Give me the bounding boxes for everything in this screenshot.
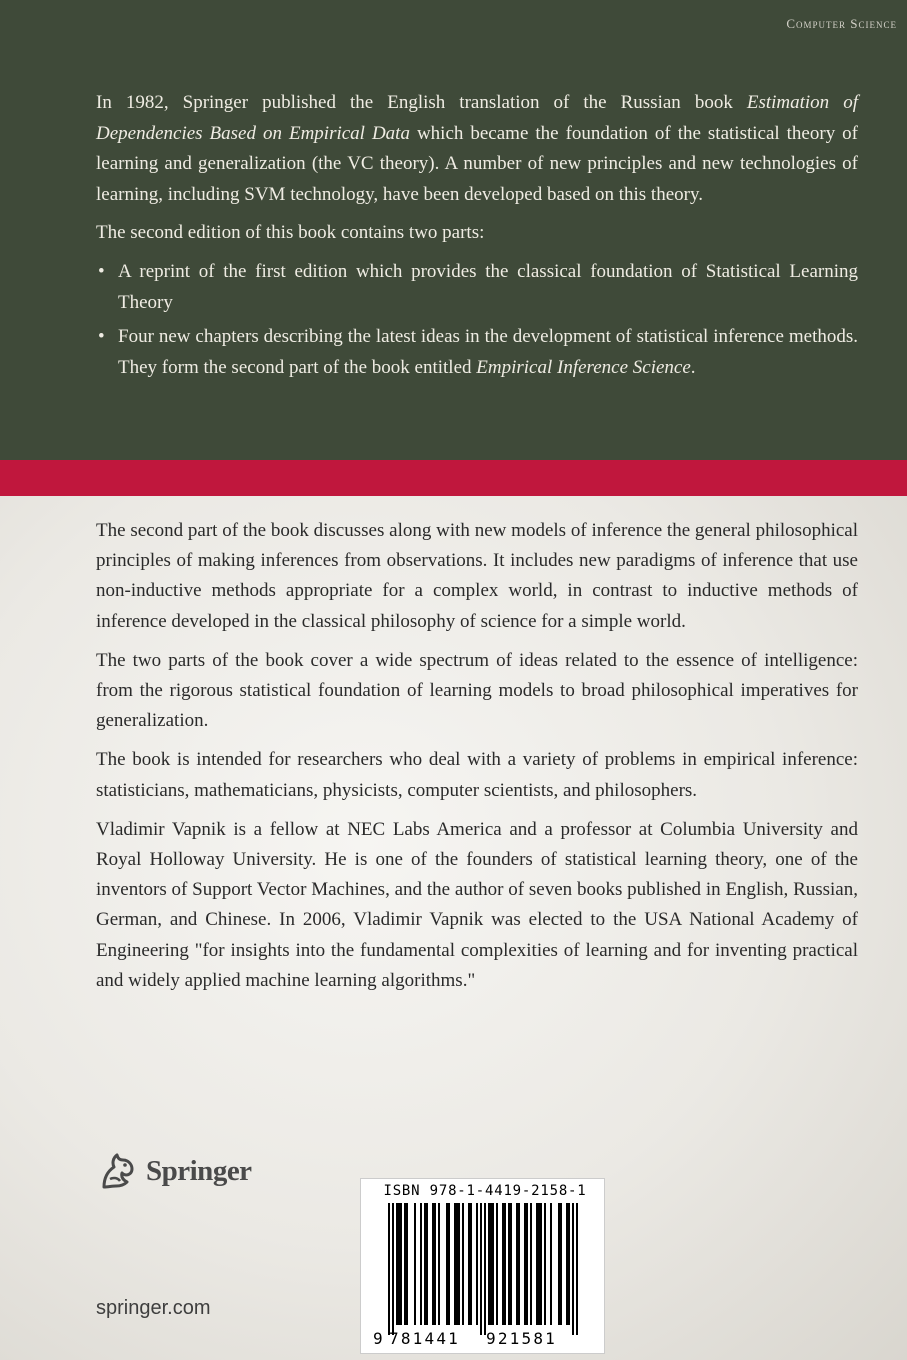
intro-paragraph: In 1982, Springer published the English translation of the Russian book Estimation of Dependencies Based on Empirical Data which became the foundation of the statistical theory of learning and generalization (the VC theory). A number of new principles and new technologies of learning, including SVM technology, have been developed based on this theory. — [96, 92, 859, 205]
barcode-bar — [406, 1203, 408, 1325]
barcode-bar — [526, 1203, 528, 1325]
barcode-bar — [544, 1203, 546, 1325]
barcode-bar — [504, 1203, 506, 1325]
barcode-bar — [550, 1203, 552, 1325]
barcode-bar — [524, 1203, 526, 1325]
barcode-bar — [432, 1203, 434, 1325]
barcode-bar — [462, 1203, 464, 1325]
list-intro: The second edition of this book contains two parts: — [96, 222, 485, 244]
barcode-bar — [454, 1203, 456, 1325]
top-panel — [0, 0, 907, 460]
barcode-bar — [558, 1203, 560, 1325]
publisher-logo — [96, 1148, 252, 1194]
barcode-bar — [470, 1203, 472, 1325]
barcode-bar — [438, 1203, 440, 1325]
barcode-bar — [508, 1203, 510, 1325]
list-item — [96, 322, 858, 383]
barcode-bar — [536, 1203, 538, 1325]
barcode-bar — [392, 1203, 394, 1335]
description-text — [96, 516, 858, 1005]
barcode-bar — [468, 1203, 470, 1325]
barcode-bar — [456, 1203, 458, 1325]
barcode-bar — [492, 1203, 494, 1325]
barcode-bar — [388, 1203, 390, 1335]
barcode-first-digit: 9 — [373, 1329, 383, 1348]
barcode-bar — [426, 1203, 428, 1325]
barcode-bar — [480, 1203, 482, 1335]
barcode-bar — [484, 1203, 486, 1335]
bullet-text: A reprint of the first edition which provides the classical foundation of Statistical Learning Theory — [118, 260, 858, 313]
barcode-bar — [538, 1203, 540, 1325]
barcode-bar — [400, 1203, 402, 1325]
barcode-bar — [502, 1203, 504, 1325]
barcode-bar — [396, 1203, 398, 1325]
barcode-bar — [518, 1203, 520, 1325]
top-text — [96, 88, 858, 387]
barcode-bar — [420, 1203, 422, 1325]
barcode-bar — [458, 1203, 460, 1325]
barcode-bar — [404, 1203, 406, 1325]
barcode-bar — [530, 1203, 532, 1325]
barcode-bar — [496, 1203, 498, 1325]
isbn-label: ISBN 978-1-4419-2158-1 — [383, 1183, 587, 1199]
series-label: Computer Science — [786, 16, 897, 31]
bullet-text: Four new chapters describing the latest ideas in the development of statistical inference methods. They form the second part of the book entitled Empirical Inference Science. — [118, 326, 858, 378]
publisher-website[interactable]: springer.com — [96, 1297, 211, 1319]
barcode-bar — [510, 1203, 512, 1325]
barcode-bar — [448, 1203, 450, 1325]
description-paragraph: The two parts of the book cover a wide spectrum of ideas related to the essence of intelligence: from the rigorous statistical foundation of learning models to broad philosophical imperatives for generalization. — [96, 649, 858, 732]
barcode-bar — [568, 1203, 570, 1325]
barcode-bar — [434, 1203, 436, 1325]
barcode-bar — [398, 1203, 400, 1325]
description-paragraph: The book is intended for researchers who deal with a variety of problems in empirical inference: statisticians, mathematicians, physicists, computer scientists, and philosophers. — [96, 749, 858, 801]
description-paragraph: The second part of the book discusses along with new models of inference the general philosophical principles of making inferences from observations. It includes new paradigms of inference that use non-inductive methods appropriate for a complex world, in contrast to inductive methods of inference developed in the classical philosophy of science for a simple world. — [96, 520, 858, 632]
barcode-bar — [476, 1203, 478, 1325]
barcode-bar — [414, 1203, 416, 1325]
bullet-list — [96, 257, 858, 383]
bullet-marker: • — [98, 326, 105, 348]
barcode-bar — [424, 1203, 426, 1325]
barcode-bar — [576, 1203, 578, 1335]
isbn-barcode — [360, 1178, 605, 1354]
barcode-bar — [572, 1203, 574, 1335]
bullet-marker: • — [98, 260, 105, 282]
list-item — [96, 257, 858, 318]
barcode-bar — [488, 1203, 490, 1325]
barcode-bar — [540, 1203, 542, 1325]
author-bio: Vladimir Vapnik is a fellow at NEC Labs America and a professor at Columbia University and Royal Holloway University. He is one of the founders of statistical learning theory, one of the inventors of Support Vector Machines, and the author of seven books published in English, Russian, German, and Chinese. In 2006, Vladimir Vapnik was elected to the USA National Academy of Engineering "for insights into the fundamental complexities of learning and for inventing practical and widely applied machine learning algorithms." — [96, 818, 858, 991]
accent-band — [0, 460, 907, 496]
barcode-bar — [490, 1203, 492, 1325]
barcode-right-digits: 921581 — [486, 1329, 557, 1348]
barcode-left-digits: 781441 — [389, 1329, 460, 1348]
springer-horse-icon — [96, 1149, 140, 1193]
barcode-bar — [566, 1203, 568, 1325]
publisher-name: Springer — [146, 1154, 252, 1187]
barcode-bar — [446, 1203, 448, 1325]
barcode-bar — [516, 1203, 518, 1325]
barcode-bar — [560, 1203, 562, 1325]
